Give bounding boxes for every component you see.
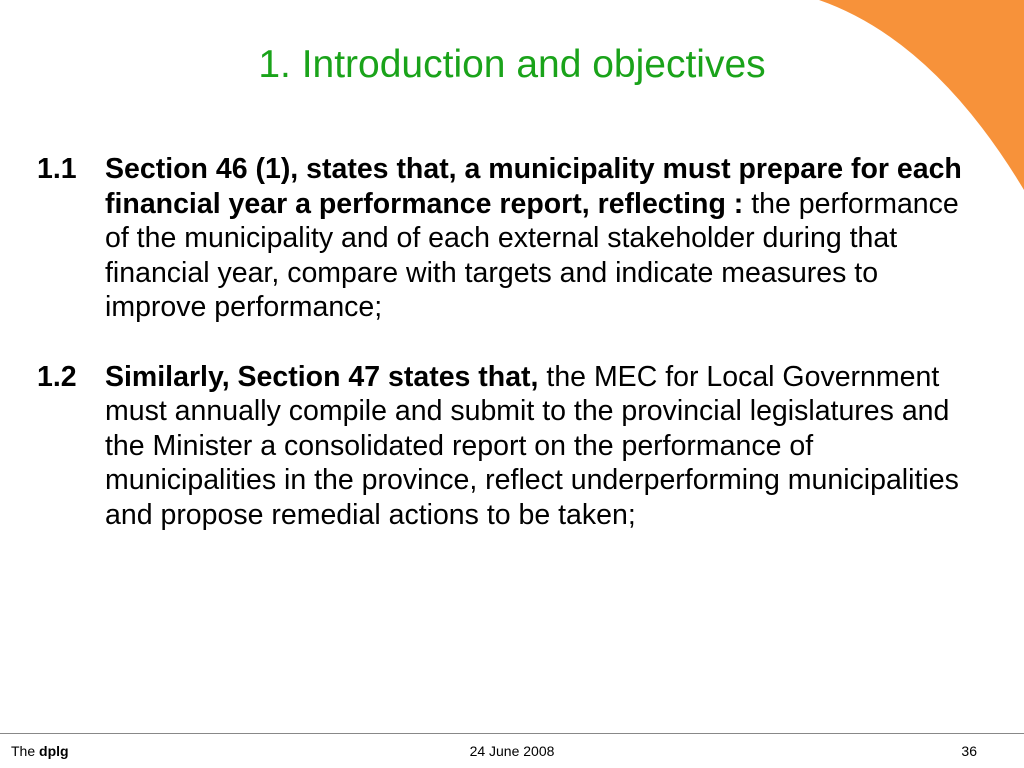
footer-divider [0, 733, 1024, 734]
item-body-text: the performance of the municipality and of each external stakeholder during that financial year, compare with targets and indicate measures to improve performance; [105, 187, 959, 323]
footer-org-name: dplg [39, 743, 69, 759]
footer-date: 24 June 2008 [469, 743, 555, 759]
objective-item-1-2 [37, 360, 977, 533]
item-number: 1.2 [37, 360, 77, 393]
objective-item-1-1 [37, 152, 977, 325]
slide-body [37, 152, 977, 532]
item-lead-text: Similarly, Section 47 states that, [105, 360, 539, 393]
item-body-text: the MEC for Local Government must annually compile and submit to the provincial legislatures and the Minister a consolidated report on the performance of municipalities in the province, reflect underperforming municipalities and propose remedial actions to be taken; [105, 360, 959, 531]
footer-prefix: The [11, 743, 36, 759]
footer-page-number: 36 [961, 743, 977, 759]
item-number: 1.1 [37, 153, 77, 185]
slide-title: 1. Introduction and objectives [258, 43, 766, 86]
item-lead-text: Section 46 (1), states that, a municipality must prepare for each financial year a performance report, reflecting : [105, 153, 962, 220]
